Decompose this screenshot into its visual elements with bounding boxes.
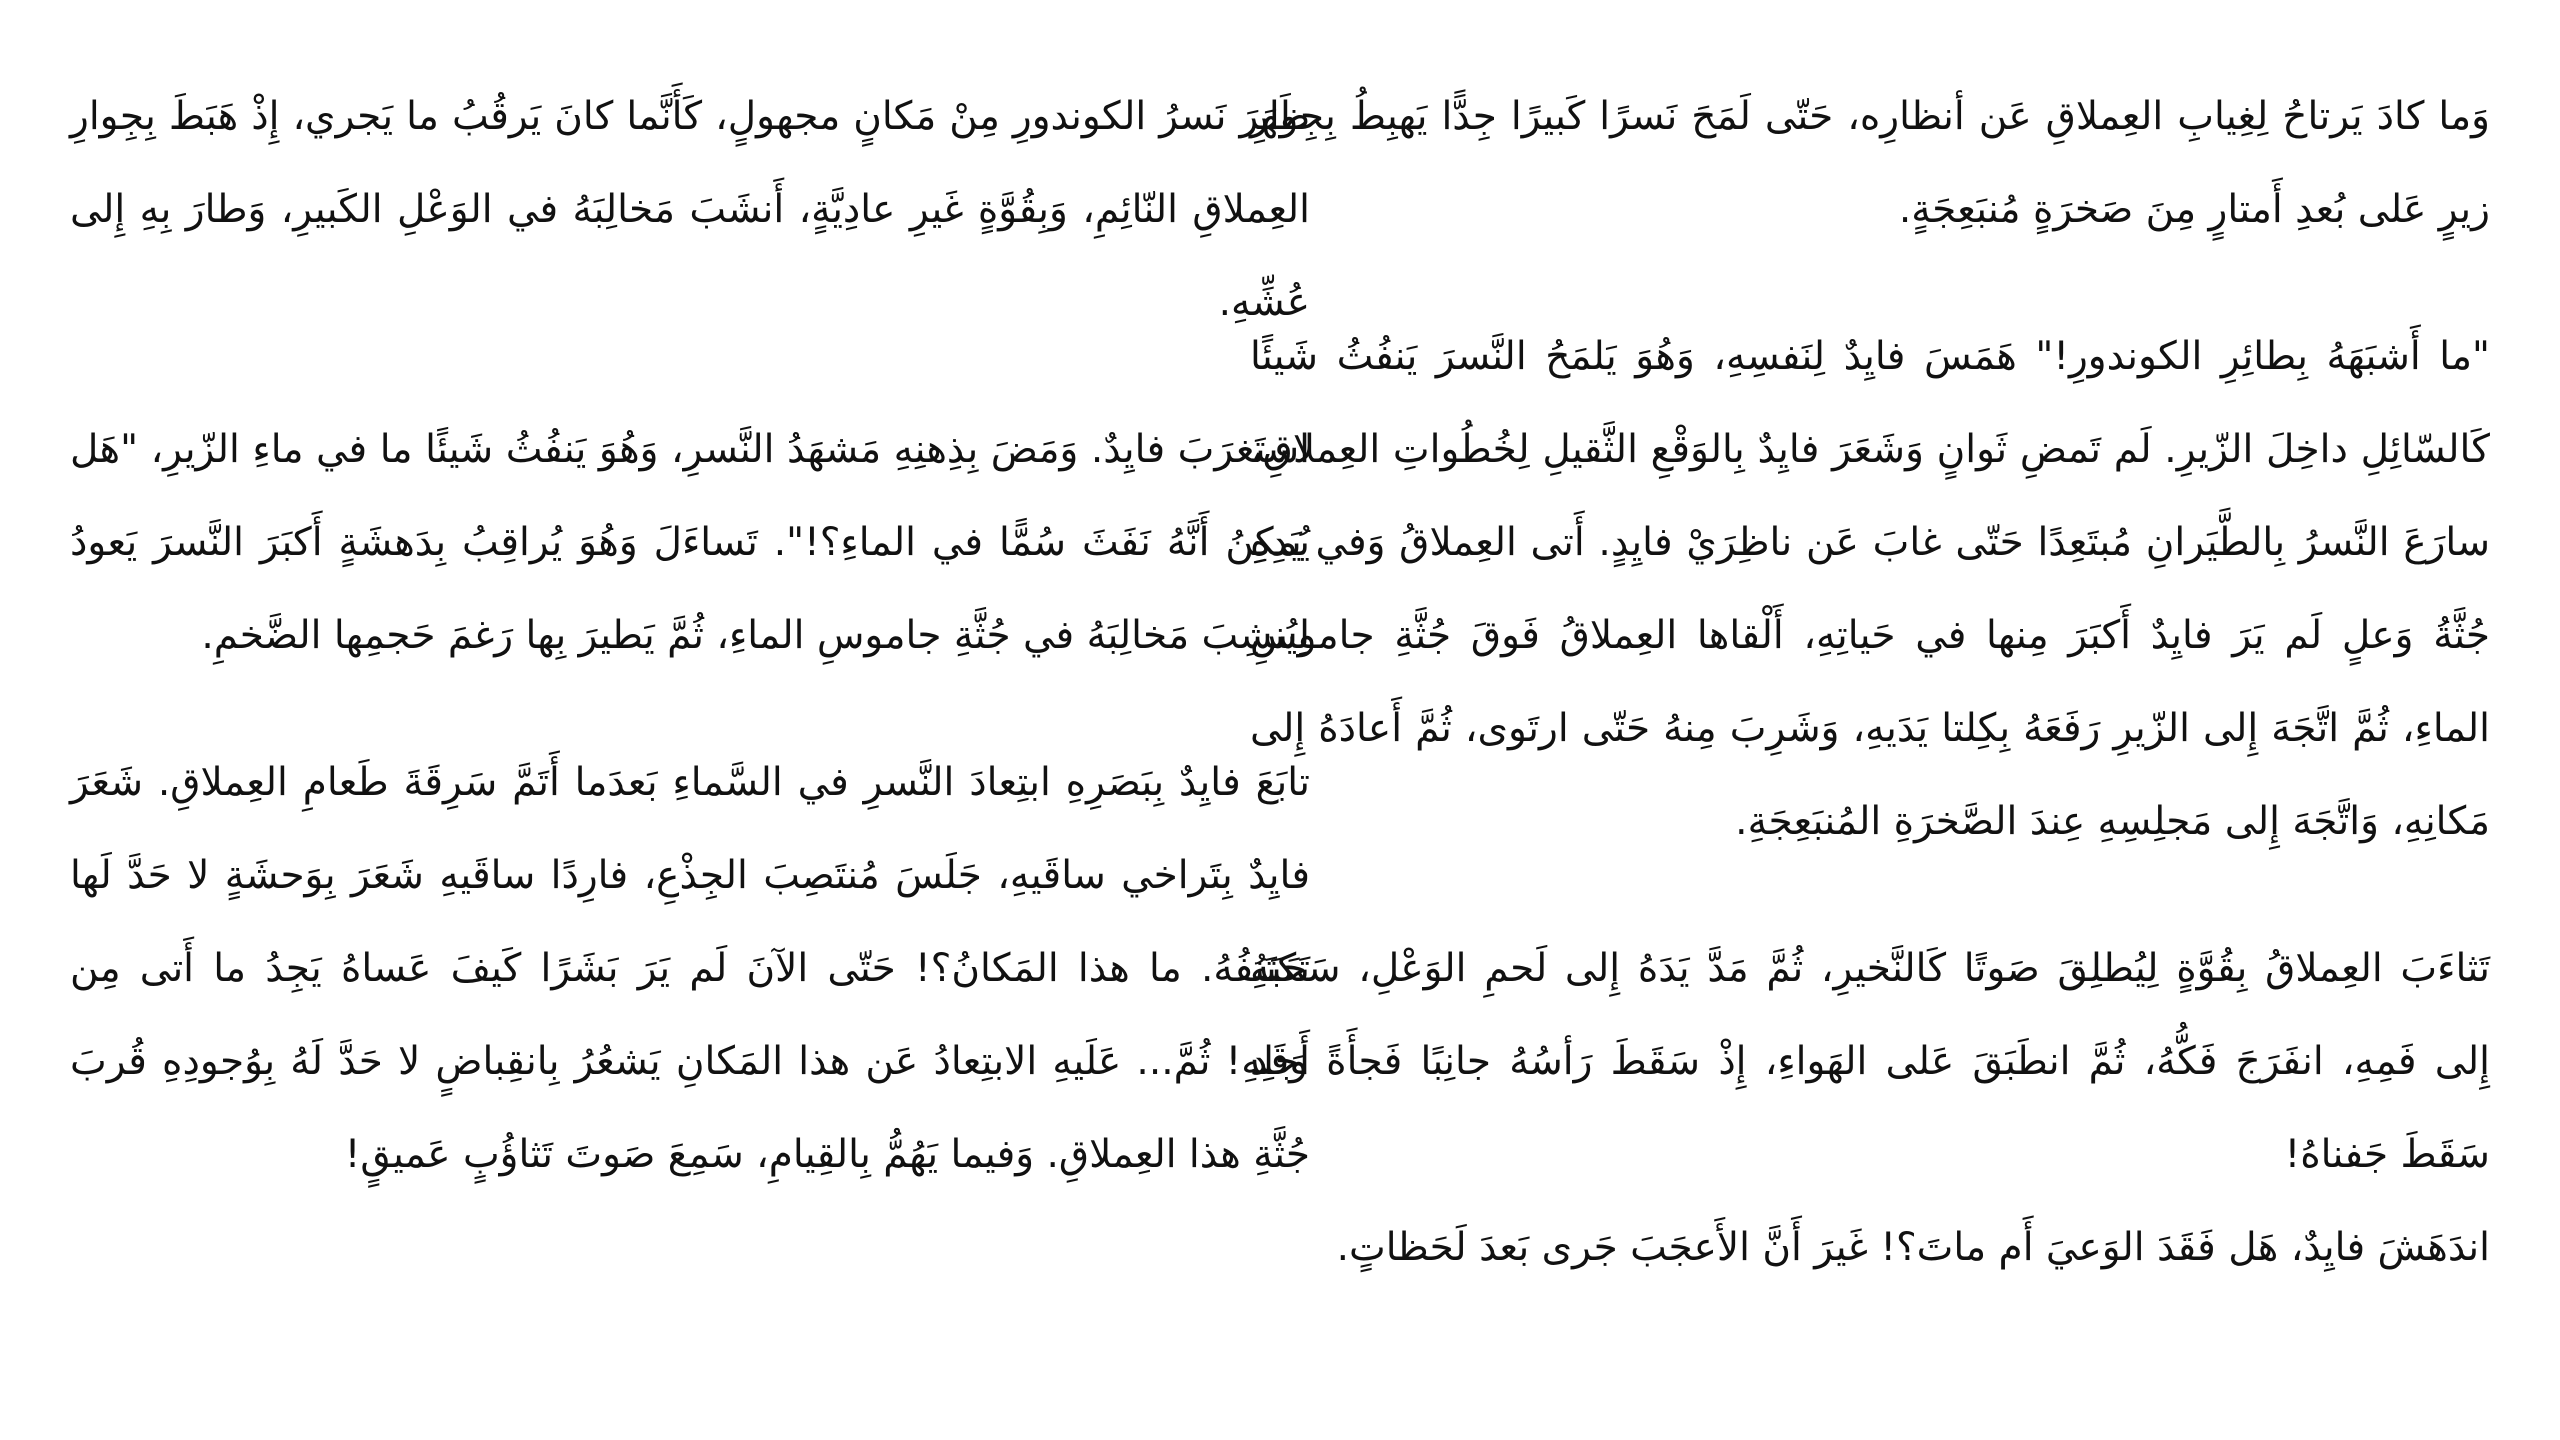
right-text-column <box>1250 70 2490 1348</box>
right-paragraph-2: "ما أَشبَهَهُ بِطائِرِ الكوندورِ!" هَمَسَ فايِدٌ لِنَفسِهِ، وَهُوَ يَلمَحُ النَّسرَ يَنفُثُ شَيئًا كَالسّائِلِ داخِلَ الزّيرِ. لَم تَمضِ ثَوانٍ وَشَعَرَ فايِدٌ بِالوَقْعِ الثَّقيلِ لِخُطُواتِ العِملاقِ، سارَعَ النَّسرُ بِالطَّيَرانِ مُبتَعِدًا حَتّى غابَ عَن ناظِرَيْ فايِدٍ. أَتى العِملاقُ وَفي يَدِهِ جُثَّةُ وَعلٍ لَم يَرَ فايِدٌ أَكبَرَ مِنها في حَياتِهِ، أَلْقاها العِملاقُ فَوقَ جُثَّةِ جاموسِ الماءِ، ثُمَّ اتَّجَهَ إِلى الزّيرِ رَفَعَهُ بِكِلتا يَدَيهِ، وَشَرِبَ مِنهُ حَتّى ارتَوى، ثُمَّ أَعادَهُ إِلى مَكانِهِ، وَاتَّجَهَ إِلى مَجلِسِهِ عِندَ الصَّخرَةِ المُنبَعِجَةِ. <box>1250 334 2490 844</box>
left-paragraph-1: ظَهَرَ نَسرُ الكوندورِ مِنْ مَكانٍ مجهولٍ، كَأَنَّما كانَ يَرقُبُ ما يَجري، إِذْ هَبَطَ بِجِوارِ العِملاقِ النّائِمِ، وَبِقُوَّةٍ غَيرِ عادِيَّةٍ، أَنشَبَ مَخالِبَهُ في الوَعْلِ الكَبيرِ، وَطارَ بِهِ إِلى عُشِّهِ. <box>70 94 1310 325</box>
right-paragraph-4: اندَهَشَ فايِدٌ، هَل فَقَدَ الوَعيَ أَم ماتَ؟! غَيرَ أَنَّ الأَعجَبَ جَرى بَعدَ لَحَظاتٍ. <box>1336 1225 2490 1270</box>
right-paragraph-1: وَما كادَ يَرتاحُ لِغِيابِ العِملاقِ عَن أنظارِه، حَتّى لَمَحَ نَسرًا كَبيرًا جِدًّا يَهبِطُ بِجِوارِ زيرٍ عَلى بُعدِ أَمتارٍ مِنَ صَخرَةٍ مُنبَعِجَةٍ. <box>1250 94 2490 232</box>
left-paragraph-3: تابَعَ فايِدٌ بِبَصَرِهِ ابتِعادَ النَّسرِ في السَّماءِ بَعدَما أَتَمَّ سَرِقَةَ طَعامِ العِملاقِ. شَعَرَ فايِدٌ بِتَراخي ساقَيهِ، جَلَسَ مُنتَصِبَ الجِذْعِ، فارِدًا ساقَيهِ شَعَرَ بِوَحشَةٍ لا حَدَّ لَها تَكتَنِفُهُ. ما هذا المَكانُ؟! حَتّى الآنَ لَم يَرَ بَشَرًا كَيفَ عَساهُ يَجِدُ ما أَتى مِن أَجلِهِ! ثُمَّ... عَلَيهِ الابتِعادُ عَن هذا المَكانِ يَشعُرُ بِانقِباضٍ لا حَدَّ لَهُ بِوُجودِهِ قُربَ جُثَّةِ هذا العِملاقِ. وَفيما يَهُمُّ بِالقِيامِ، سَمِعَ صَوتَ تَثاؤُبٍ عَميقٍ! <box>70 760 1310 1177</box>
right-paragraph-3: تَثاءَبَ العِملاقُ بِقُوَّةٍ لِيُطلِقَ صَوتًا كَالنَّخيرِ، ثُمَّ مَدَّ يَدَهُ إِلى لَحمِ الوَعْلِ، سَحَبَهُ إِلى فَمِهِ، انفَرَجَ فَكُّهُ، ثُمَّ انطَبَقَ عَلى الهَواءِ، إِذْ سَقَطَ رَأسُهُ جانِبًا فَجأَةً وَقَد سَقَطَ جَفناهُ! <box>1250 946 2490 1177</box>
left-text-column <box>70 70 1310 1255</box>
left-paragraph-2: استَغرَبَ فايِدٌ. وَمَضَ بِذِهنِهِ مَشهَدُ النَّسرِ، وَهُوَ يَنفُثُ شَيئًا ما في ماءِ الزّيرِ، "هَل يُمكِنُ أَنَّهُ نَفَثَ سُمًّا في الماءِ؟!". تَساءَلَ وَهُوَ يُراقِبُ بِدَهشَةٍ أَكبَرَ النَّسرَ يَعودُ لِيُنشِبَ مَخالِبَهُ في جُثَّةِ جاموسِ الماءِ، ثُمَّ يَطيرَ بِها رَغمَ حَجمِها الضَّخمِ. <box>70 427 1310 658</box>
